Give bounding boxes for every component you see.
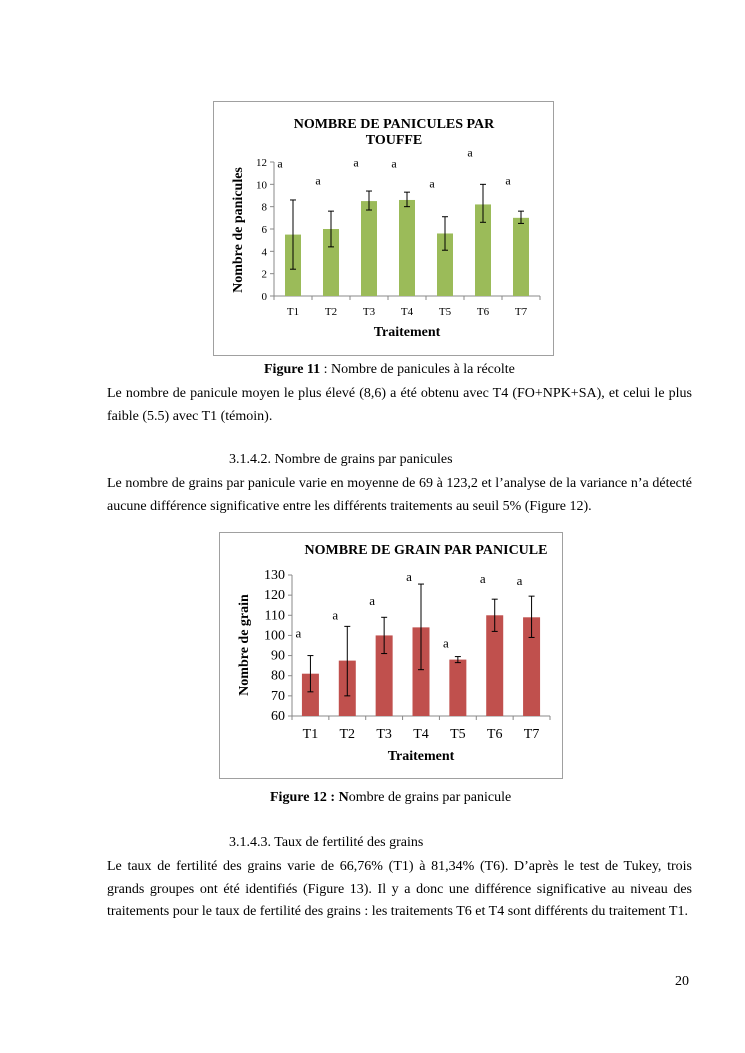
significance-letter: a (516, 573, 523, 589)
significance-letter: a (369, 593, 376, 609)
significance-letter: a (505, 173, 511, 188)
x-tick-label: T2 (339, 727, 356, 742)
x-tick-label: T4 (400, 306, 414, 318)
y-tick-label: 10 (256, 179, 267, 192)
x-axis-label: Traitement (373, 325, 441, 340)
significance-letter: a (277, 156, 283, 171)
figure-12-svg (220, 533, 562, 778)
significance-letter: a (332, 607, 339, 623)
figure-11-caption-text: : Nombre de panicules à la récolte (320, 362, 515, 377)
y-tick-label: 70 (271, 688, 285, 704)
paragraph-2: Le nombre de grains par panicule varie en moyenne de 69 à 123,2 et l’analyse de la variance n’a détecté aucune différence significative entre les différents traitements au seuil 5% (Figure 12). (107, 476, 692, 514)
x-tick-label: T5 (438, 306, 452, 318)
y-axis-label: Nombre de grain (237, 594, 252, 696)
y-tick-label: 4 (261, 246, 267, 259)
y-axis-label: Nombre de panicules (231, 167, 246, 293)
page-number: 20 (675, 974, 689, 989)
significance-letter: a (315, 173, 321, 188)
y-tick-label: 2 (261, 268, 267, 281)
x-axis-label: Traitement (387, 749, 455, 764)
figure-12-caption-text: ombre de grains par panicule (348, 790, 512, 805)
x-tick-label: T1 (286, 306, 300, 318)
y-tick-label: 12 (256, 157, 267, 169)
chart-title-line: TOUFFE (365, 133, 423, 148)
y-tick-label: 8 (261, 201, 267, 214)
significance-letter: a (295, 625, 302, 641)
section-heading-3-1-4-3: 3.1.4.3. Taux de fertilité des grains (229, 835, 424, 850)
paragraph-1: Le nombre de panicule moyen le plus élevé (8,6) a été obtenu avec T4 (FO+NPK+SA), et celui le plus faible (5.5) avec T1 (témoin). (107, 386, 692, 424)
x-tick-label: T6 (476, 306, 490, 318)
bar-t7 (513, 218, 529, 296)
y-tick-label: 0 (261, 291, 267, 303)
bar-t3 (361, 201, 377, 296)
figure-11-svg (214, 102, 553, 355)
figure-11-label: Figure 11 (264, 362, 321, 377)
chart-title-line: NOMBRE DE GRAIN PAR PANICULE (304, 543, 548, 558)
x-tick-label: T4 (413, 727, 429, 742)
chart-title-line: NOMBRE DE PANICULES PAR (293, 117, 495, 132)
bar-t5 (449, 660, 466, 716)
y-tick-label: 90 (271, 648, 285, 664)
figure-12-caption (270, 790, 511, 806)
figure-12-label: Figure 12 : N (270, 790, 349, 805)
significance-letter: a (479, 571, 486, 587)
x-tick-label: T2 (324, 306, 338, 318)
figure-12-chart (219, 532, 563, 779)
significance-letter: a (429, 176, 435, 191)
bar-t4 (399, 200, 415, 296)
paragraph-3: Le taux de fertilité des grains varie de 66,76% (T1) à 81,34% (T6). D’après le test de Tukey, trois grands groupes ont été identifiés (Figure 13). Il y a donc une différence significative au niveau des traitements pour le taux de fertilité des grains : les traitements T6 et T4 sont différents du traitement T1. (107, 859, 692, 919)
y-tick-label: 60 (271, 709, 285, 724)
figure-11-caption (264, 362, 515, 378)
x-tick-label: T6 (486, 727, 503, 742)
y-tick-label: 6 (261, 224, 267, 236)
significance-letter: a (442, 635, 449, 651)
x-tick-label: T7 (523, 727, 540, 742)
significance-letter: a (391, 156, 397, 171)
x-tick-label: T3 (362, 306, 376, 318)
figure-11-chart (213, 101, 554, 356)
significance-letter: a (467, 145, 473, 160)
x-tick-label: T3 (376, 727, 392, 742)
y-tick-label: 130 (264, 568, 285, 583)
y-tick-label: 100 (264, 628, 285, 644)
x-tick-label: T1 (302, 727, 319, 742)
significance-letter: a (353, 155, 359, 170)
section-heading-3-1-4-2: 3.1.4.2. Nombre de grains par panicules (229, 452, 453, 467)
x-tick-label: T5 (450, 727, 466, 742)
y-tick-label: 80 (271, 668, 285, 684)
significance-letter: a (406, 569, 412, 585)
y-tick-label: 110 (264, 608, 285, 624)
y-tick-label: 120 (264, 588, 285, 604)
x-tick-label: T7 (514, 306, 528, 318)
